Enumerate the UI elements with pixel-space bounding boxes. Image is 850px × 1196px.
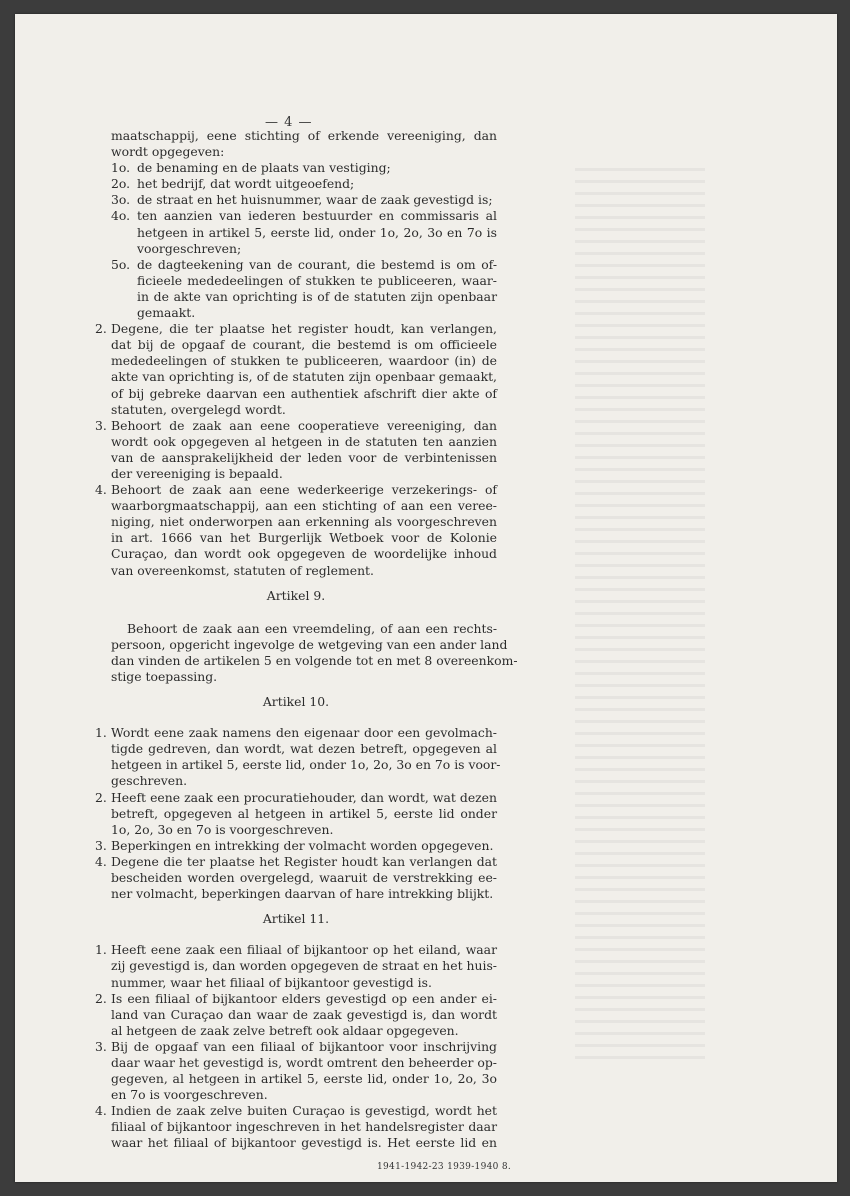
text-line: hetgeen in artikel 5, eerste lid, onder 1o, 2o, 3o en 7o is voor-	[111, 757, 501, 773]
text-line: tigde gedreven, dan wordt, wat dezen betreft, opgegeven al	[111, 741, 497, 757]
item-number: 1.	[95, 942, 107, 958]
numbered-item	[95, 1103, 497, 1151]
item-number: 5o.	[111, 256, 131, 272]
numbered-item	[95, 725, 501, 789]
text-line: wordt ook opgegeven al hetgeen in de statuten ten aanzien	[111, 433, 497, 449]
text-line: hetgeen in artikel 5, eerste lid, onder 1o, 2o, 3o en 7o is	[137, 224, 497, 240]
text-line: dan vinden de artikelen 5 en volgende tot en met 8 overeenkom-	[111, 652, 518, 668]
item-number: 4.	[95, 1103, 107, 1119]
text-line: persoon, opgericht ingevolge de wetgeving van een ander land	[111, 636, 508, 652]
numbered-item	[95, 790, 497, 838]
item-number: 3o.	[111, 192, 131, 208]
text-line: land van Curaçao dan waar de zaak gevestigd is, dan wordt	[111, 1006, 497, 1022]
numbered-item	[95, 418, 497, 482]
text-line: Is een filiaal of bijkantoor elders gevestigd op een ander ei-	[111, 990, 497, 1006]
text-line: stige toepassing.	[111, 669, 218, 684]
numbered-item	[95, 482, 497, 579]
paragraph	[95, 619, 518, 685]
show-through-text	[575, 159, 705, 1059]
page-number: — 4 —	[265, 115, 313, 130]
numbered-item	[95, 942, 497, 990]
text-line: gegeven, al hetgeen in artikel 5, eerste lid, onder 1o, 2o, 3o	[111, 1071, 497, 1087]
item-number: 3.	[95, 837, 107, 853]
text-line: Heeft eene zaak een filiaal of bijkantoor op het eiland, waar	[111, 942, 497, 958]
item-number: 2o.	[111, 176, 131, 192]
text-line: niging, niet onderworpen aan erkenning als voorgeschreven	[111, 514, 497, 530]
text-line: Behoort de zaak aan een vreemdeling, of aan een rechts-	[127, 620, 497, 636]
item-number: 2.	[95, 990, 107, 1006]
text-line: Degene, die ter plaatse het register houdt, kan verlangen,	[111, 321, 497, 337]
text-line: Wordt eene zaak namens den eigenaar door een gevolmach-	[111, 725, 497, 741]
numbered-item	[95, 208, 497, 256]
text-line: van de aansprakelijkheid der leden voor de verbintenissen	[111, 449, 497, 465]
item-number: 4o.	[111, 208, 131, 224]
text-line: in art. 1666 van het Burgerlijk Wetboek voor de Kolonie	[111, 530, 497, 546]
text-line: Beperkingen en intrekking der volmacht worden opgegeven.	[111, 837, 494, 853]
text-line: wordt opgegeven:	[111, 144, 225, 160]
text-line: akte van oprichting is, of de statuten zijn openbaar gemaakt,	[111, 369, 497, 385]
text-line: gemaakt.	[137, 305, 196, 321]
text-line: Degene die ter plaatse het Register houdt kan verlangen dat	[111, 853, 497, 869]
text-line: waarborgmaatschappij, aan een stichting of aan een veree-	[111, 498, 497, 514]
text-line: de straat en het huisnummer, waar de zaak gevestigd is;	[137, 192, 493, 208]
text-line: voorgeschreven;	[137, 240, 242, 256]
text-line: al hetgeen de zaak zelve betreft ook aldaar opgegeven.	[111, 1022, 459, 1038]
text-line: ten aanzien van iederen bestuurder en commissaris al	[137, 208, 497, 224]
numbered-item	[95, 321, 497, 418]
text-line: en 7o is voorgeschreven.	[111, 1087, 268, 1103]
text-line: mededeelingen of stukken te publiceeren, waardoor (in) de	[111, 353, 497, 369]
text-line: geschreven.	[111, 773, 188, 789]
numbered-item	[95, 838, 497, 854]
text-line: ficieele mededeelingen of stukken te publiceeren, waar-	[137, 272, 497, 288]
numbered-item	[95, 160, 497, 176]
text-line: ner volmacht, beperkingen daarvan of hare intrekking blijkt.	[111, 886, 494, 902]
text-line: maatschappij, eene stichting of erkende vereeniging, dan	[111, 128, 497, 143]
article-heading: Artikel 10.	[262, 694, 330, 710]
item-number: 4.	[95, 853, 107, 869]
text-line: de benaming en de plaats van vestiging;	[137, 160, 391, 176]
numbered-item	[95, 991, 497, 1039]
document-page	[15, 14, 837, 1182]
text-line: zij gevestigd is, dan worden opgegeven de straat en het huis-	[111, 958, 497, 974]
text-line: nummer, waar het filiaal of bijkantoor gevestigd is.	[111, 974, 432, 990]
text-line: 1o, 2o, 3o en 7o is voorgeschreven.	[111, 821, 334, 837]
text-line: dat bij de opgaaf de courant, die bestemd is om officieele	[111, 337, 497, 353]
text-line: Indien de zaak zelve buiten Curaçao is gevestigd, wordt het	[111, 1103, 497, 1119]
text-line: statuten, overgelegd wordt.	[111, 401, 286, 417]
numbered-item	[95, 257, 497, 321]
item-number: 3.	[95, 1038, 107, 1054]
text-line: Heeft eene zaak een procuratiehouder, dan wordt, wat dezen	[111, 789, 497, 805]
text-line: van overeenkomst, statuten of reglement.	[111, 562, 374, 578]
text-line: waar het filiaal of bijkantoor gevestigd is. Het eerste lid en	[111, 1135, 497, 1151]
item-number: 1o.	[111, 160, 131, 176]
text-line: of bij gebreke daarvan een authentiek afschrift dier akte of	[111, 385, 497, 401]
numbered-item	[95, 176, 497, 192]
paragraph	[95, 128, 497, 160]
item-number: 1.	[95, 725, 107, 741]
text-line: de dagteekening van de courant, die bestemd is om of-	[137, 256, 497, 272]
print-reference: 1941-1942-23 1939-1940 8.	[377, 1162, 512, 1172]
document-body	[95, 128, 518, 1152]
item-number: 3.	[95, 417, 107, 433]
text-line: filiaal of bijkantoor ingeschreven in het handelsregister daar	[111, 1119, 497, 1135]
text-line: bescheiden worden overgelegd, waaruit de verstrekking ee-	[111, 870, 497, 886]
item-number: 4.	[95, 482, 107, 498]
text-line: daar waar het gevestigd is, wordt omtrent den beheerder op-	[111, 1054, 497, 1070]
text-line: in de akte van oprichting is of de statuten zijn openbaar	[137, 288, 497, 304]
text-line: Behoort de zaak aan eene wederkeerige verzekerings- of	[111, 482, 497, 498]
text-line: Behoort de zaak aan eene cooperatieve vereeniging, dan	[111, 417, 497, 433]
numbered-item	[95, 1039, 497, 1103]
numbered-item	[95, 854, 497, 902]
numbered-item	[95, 192, 497, 208]
text-line: het bedrijf, dat wordt uitgeoefend;	[137, 176, 355, 192]
text-line: Bij de opgaaf van een filiaal of bijkantoor voor inschrijving	[111, 1038, 497, 1054]
item-number: 2.	[95, 789, 107, 805]
text-line: Curaçao, dan wordt ook opgegeven de woordelijke inhoud	[111, 546, 497, 562]
article-heading: Artikel 11.	[262, 911, 330, 927]
text-line: betreft, opgegeven al hetgeen in artikel 5, eerste lid onder	[111, 805, 497, 821]
text-line: der vereeniging is bepaald.	[111, 465, 283, 481]
item-number: 2.	[95, 321, 107, 337]
article-heading: Artikel 9.	[266, 587, 326, 603]
